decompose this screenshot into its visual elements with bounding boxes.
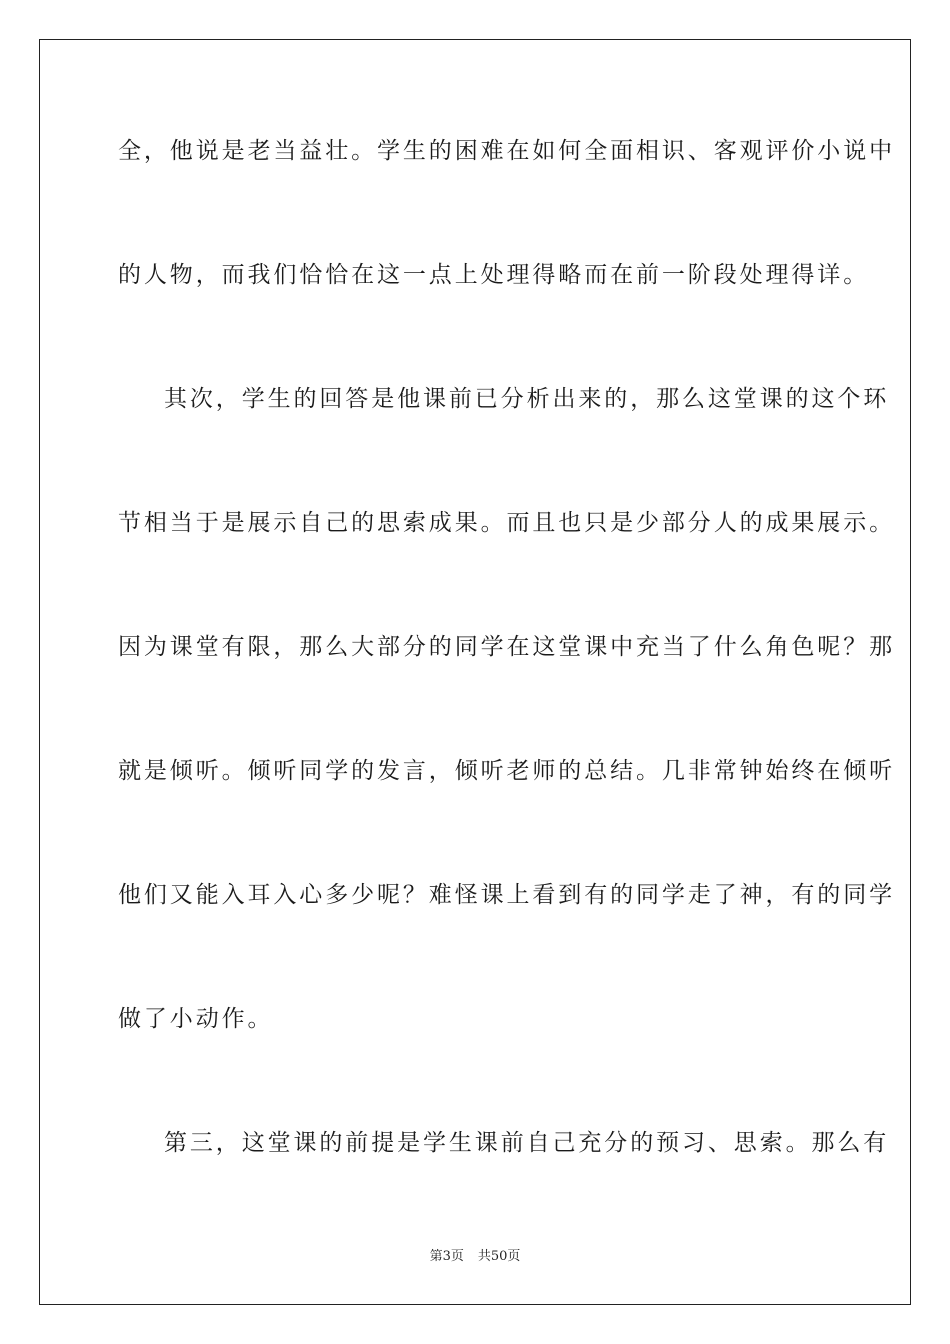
text-line-4: 节相当于是展示自己的思索成果。而且也只是少部分人的成果展示。 <box>118 510 895 536</box>
text-line-3: 其次，学生的回答是他课前已分析出来的，那么这堂课的这个环 <box>164 386 890 412</box>
page-number: 第3页 <box>429 1249 464 1264</box>
text-line-8: 做了小动作。 <box>118 1006 274 1032</box>
text-line-5: 因为课堂有限，那么大部分的同学在这堂课中充当了什么角色呢？那 <box>118 634 895 660</box>
page-total: 共50页 <box>477 1249 521 1264</box>
text-line-1: 全，他说是老当益壮。学生的困难在如何全面相识、客观评价小说中 <box>118 138 895 164</box>
text-line-7: 他们又能入耳入心多少呢？难怪课上看到有的同学走了神，有的同学 <box>118 882 895 908</box>
page-border <box>39 39 911 1305</box>
text-line-6: 就是倾听。倾听同学的发言，倾听老师的总结。几非常钟始终在倾听 <box>118 758 895 784</box>
text-line-2: 的人物，而我们恰恰在这一点上处理得略而在前一阶段处理得详。 <box>118 262 870 288</box>
text-line-9: 第三，这堂课的前提是学生课前自己充分的预习、思索。那么有 <box>164 1130 890 1156</box>
page-footer <box>0 1248 950 1266</box>
